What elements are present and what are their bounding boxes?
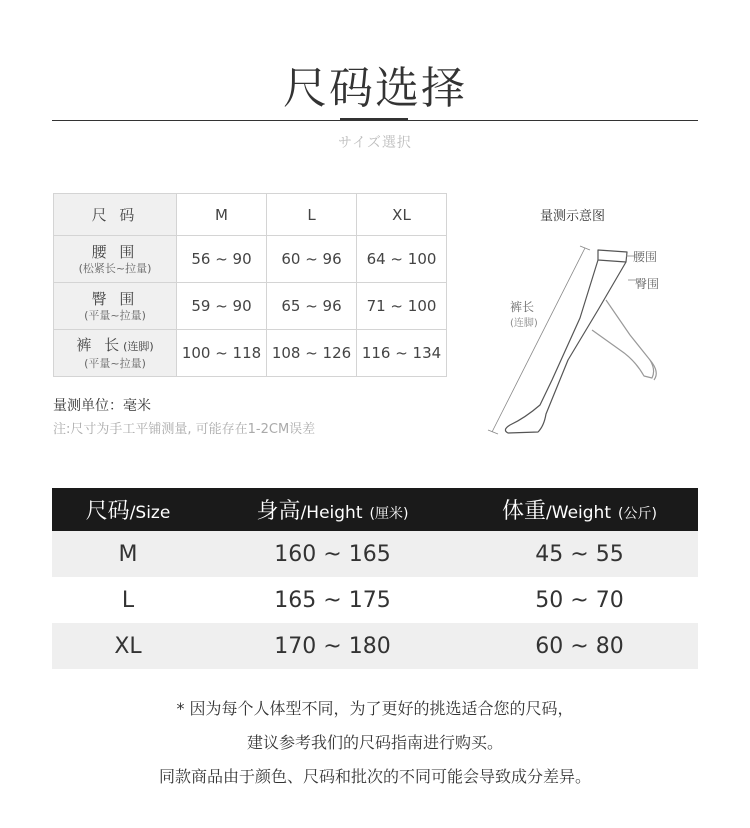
measurement-row-waist bbox=[54, 236, 447, 283]
header-size: 尺码/Size bbox=[52, 488, 204, 531]
cell-value: 65 ~ 96 bbox=[267, 283, 357, 330]
page-title: 尺码选择 bbox=[283, 63, 467, 114]
title-divider-accent bbox=[340, 118, 408, 121]
cell-value: 60 ~ 96 bbox=[267, 236, 357, 283]
footer-line-3: 同款商品由于颜色、尺码和批次的不同可能会导致成分差异。 bbox=[158, 767, 591, 786]
diagram-hip-label: 臀围 bbox=[635, 277, 660, 291]
diagram-title: 量测示意图 bbox=[540, 209, 606, 224]
footer-line-2: 建议参考我们的尺码指南进行购买。 bbox=[246, 733, 503, 752]
measurement-row-hip bbox=[54, 283, 447, 330]
cell-value: 116 ~ 134 bbox=[357, 330, 447, 377]
height-cell: 165 ~ 175 bbox=[274, 587, 391, 613]
table-row bbox=[52, 623, 698, 669]
measurement-header-label: 尺 码 bbox=[54, 194, 177, 236]
page-subtitle: サイズ選択 bbox=[338, 135, 412, 151]
row-label-waist: 腰 围 (松紧长~拉量) bbox=[54, 236, 177, 283]
header-weight: 体重/Weight (公斤) bbox=[461, 488, 698, 531]
header-height: 身高/Height (厘米) bbox=[204, 488, 461, 531]
size-cell: M bbox=[52, 531, 204, 577]
note-text: 注:尺寸为手工平铺测量, 可能存在1-2CM误差 bbox=[53, 422, 316, 437]
table-row bbox=[52, 577, 698, 623]
height-cell: 160 ~ 165 bbox=[204, 531, 461, 577]
size-guide-header-row bbox=[52, 488, 698, 531]
unit-text: 量测单位：毫米 bbox=[53, 398, 151, 414]
weight-cell: 60 ~ 80 bbox=[461, 623, 698, 669]
footer-line-1: * 因为每个人体型不同，为了更好的挑选适合您的尺码， bbox=[176, 699, 574, 718]
diagram-length-label: 裤长 bbox=[510, 300, 535, 314]
size-cell: L bbox=[121, 587, 135, 613]
cell-value: 71 ~ 100 bbox=[357, 283, 447, 330]
row-label-hip: 臀 围 (平量~拉量) bbox=[54, 283, 177, 330]
measurement-header-size: M bbox=[177, 194, 267, 236]
measurement-row-length bbox=[54, 330, 447, 377]
cell-value: 108 ~ 126 bbox=[267, 330, 357, 377]
weight-cell: 50 ~ 70 bbox=[535, 587, 624, 613]
row-label-length: 裤 长(连脚) (平量~拉量) bbox=[54, 330, 177, 377]
cell-value: 64 ~ 100 bbox=[357, 236, 447, 283]
size-guide-table bbox=[52, 488, 698, 669]
cell-value: 59 ~ 90 bbox=[177, 283, 267, 330]
measurement-table bbox=[53, 193, 447, 377]
measurement-diagram bbox=[480, 200, 680, 440]
table-row bbox=[52, 531, 698, 577]
measurement-header-size: XL bbox=[357, 194, 447, 236]
weight-cell: 45 ~ 55 bbox=[461, 531, 698, 577]
measurement-header-size: L bbox=[267, 194, 357, 236]
cell-value: 56 ~ 90 bbox=[177, 236, 267, 283]
height-cell: 170 ~ 180 bbox=[204, 623, 461, 669]
size-cell: XL bbox=[52, 623, 204, 669]
diagram-waist-label: 腰围 bbox=[633, 250, 658, 264]
diagram-length-sub: (连脚) bbox=[510, 318, 538, 329]
measurement-header-row bbox=[54, 194, 447, 236]
cell-value: 100 ~ 118 bbox=[177, 330, 267, 377]
